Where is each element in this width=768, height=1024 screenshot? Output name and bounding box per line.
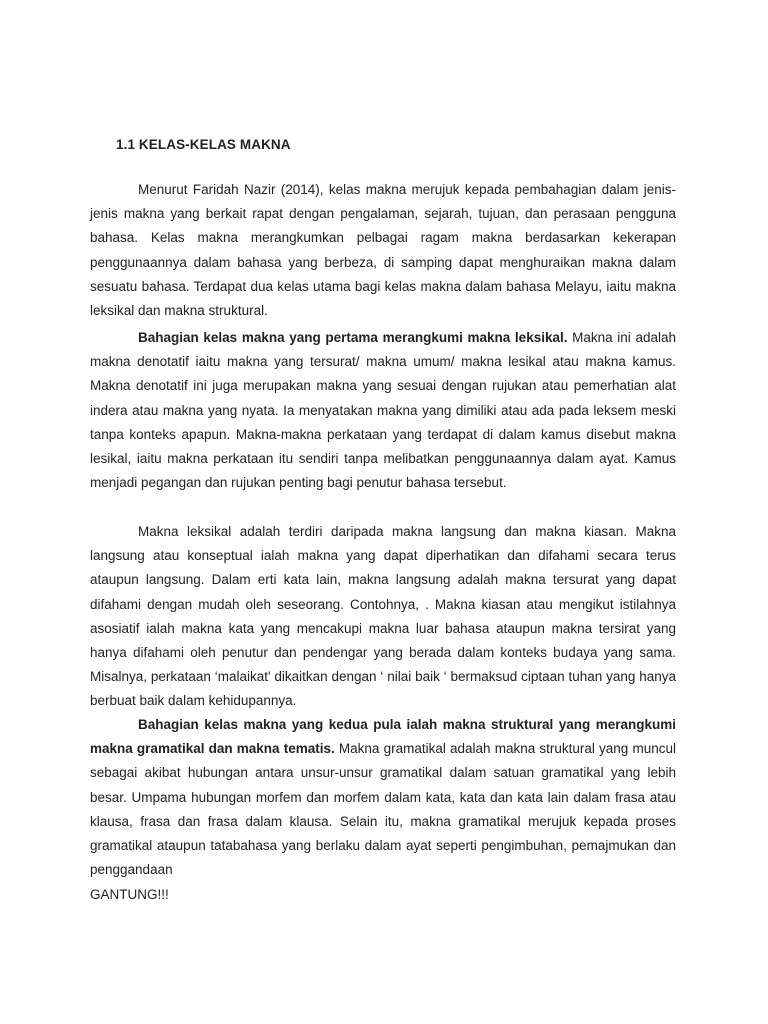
paragraph-intro: Menurut Faridah Nazir (2014), kelas makna merujuk kepada pembahagian dalam jenis-jenis makna yang berkait rapat dengan pengalaman, sejarah, tujuan, dan perasaan pengguna bahasa. Kelas makna merangkumkan pelbagai ragam makna berdasarkan kekerapan penggunaannya dalam bahasa yang berbeza, di samping dapat menghuraikan makna dalam sesuatu bahasa. Terdapat dua kelas utama bagi kelas makna dalam bahasa Melayu, iaitu makna leksikal dan makna struktural. [90, 182, 676, 319]
paragraph-lexical-body: Makna ini adalah makna denotatif iaitu makna yang tersurat/ makna umum/ makna lesikal atau makna kamus. Makna denotatif ini juga merupakan makna yang sesuai dengan rujukan atau pemerhatian alat indera atau makna yang nyata. Ia menyatakan makna yang dimiliki atau ada pada leksem meski tanpa konteks apapun. Makna-makna perkataan yang terdapat di dalam kamus disebut makna lesikal, iaitu makna perkataan itu sendiri tanpa melibatkan penggunaannya dalam ayat. Kamus menjadi pegangan dan rujukan penting bagi penutur bahasa tersebut. [90, 330, 676, 491]
paragraph-structural-body: Makna gramatikal adalah makna struktural yang muncul sebagai akibat hubungan antara unsur-unsur gramatikal dalam satuan gramatikal yang lebih besar. Umpama hubungan morfem dan morfem dalam kata, kata dan kata lain dalam frasa atau klausa, frasa dan frasa dalam klausa. Selain itu, makna gramatikal merujuk kepada proses gramatikal ataupun tatabahasa yang berlaku dalam ayat seperti pengimbuhan, pemajmukan dan penggandaan [90, 741, 676, 878]
paragraph-lexical-lead: Bahagian kelas makna yang pertama merangkumi makna leksikal. [138, 330, 568, 345]
paragraph-lexical-types: Makna leksikal adalah terdiri daripada makna langsung dan makna kiasan. Makna langsung atau konseptual ialah makna yang dapat diperhatikan dan difahami secara terus ataupun langsung. Dalam erti kata lain, makna langsung adalah makna tersurat yang dapat difahami dengan mudah oleh seseorang. Contohnya, . Makna kiasan atau mengikut istilahnya asosiatif ialah makna kata yang mencakupi makna luar bahasa ataupun makna tersirat yang hanya difahami oleh penutur dan pendengar yang berada dalam konteks budaya yang sama. Misalnya, perkataan ‘malaikat' dikaitkan dengan ‘ nilai baik ‘ bermaksud ciptaan tuhan yang hanya berbuat baik dalam kehidupannya. [90, 524, 676, 709]
paragraph-lexical [90, 326, 676, 495]
paragraph-structural [90, 713, 676, 882]
section-heading: 1.1 KELAS-KELAS MAKNA [116, 137, 291, 152]
paragraph-structural-lead: Bahagian kelas makna yang kedua pula ialah makna struktural yang merangkumi makna gramatikal dan makna tematis. [90, 717, 676, 757]
paragraph-closing: GANTUNG!!! [90, 887, 169, 902]
